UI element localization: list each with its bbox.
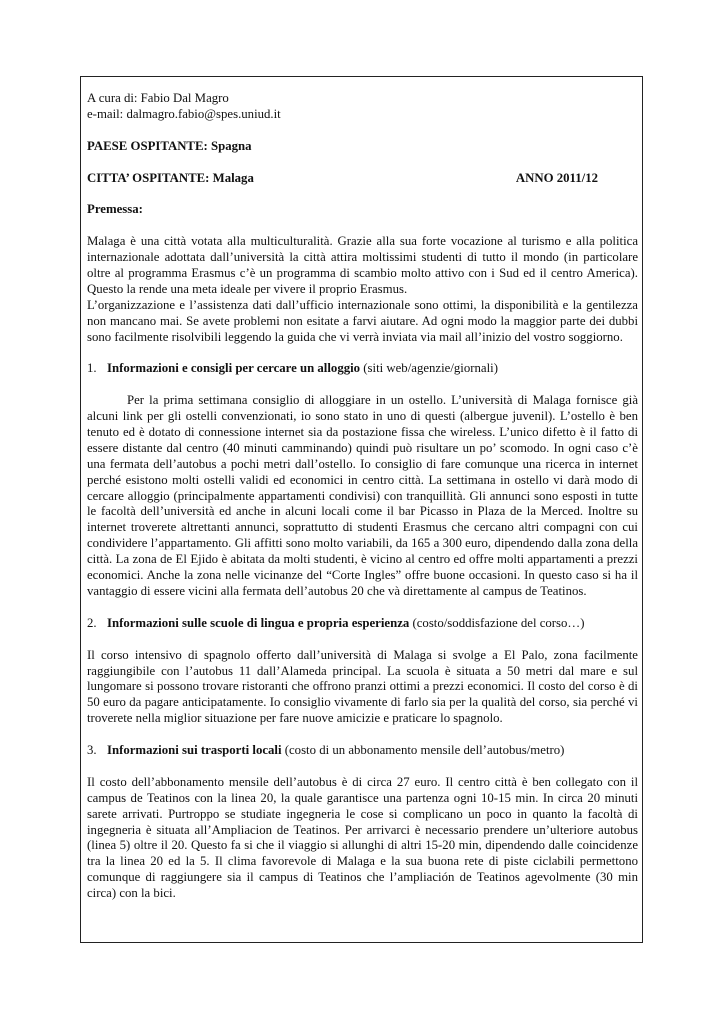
section-subtitle: (costo/soddisfazione del corso…): [409, 615, 585, 630]
section-1-heading: [87, 361, 638, 377]
section-subtitle: (costo di un abbonamento mensile dell’autobus/metro): [281, 743, 565, 758]
host-city: CITTA’ OSPITANTE: Malaga: [87, 170, 254, 185]
section-title: Informazioni e consigli per cercare un alloggio: [107, 361, 361, 376]
document-body: [87, 91, 638, 902]
city-year-row: [87, 171, 638, 187]
section-3-heading: [87, 743, 638, 759]
section-number: 2.: [87, 615, 97, 630]
email-line: e-mail: dalmagro.fabio@spes.uniud.it: [87, 106, 281, 121]
author-line: A cura di: Fabio Dal Magro: [87, 91, 229, 105]
section-2-body: Il corso intensivo di spagnolo offerto dall’università di Malaga si svolge a El Palo, zona facilmente raggiungibile con l’autobus 11 dall’Alameda principal. La scuola è situata a 50 metri dal mare e sul lungomare si possono trovare ristoranti che offrono pranzi ottimi a prezzi economici. Il costo del corso è di 50 euro da pagare anticipatamente. Io consiglio vivamente di farlo sia per la qualità del corso, sia perché vi troverete nella miglior situazione per fare nuove amicizie e praticare lo spagnolo.: [87, 647, 638, 726]
premessa-paragraph-1: Malaga è una città votata alla multiculturalità. Grazie alla sua forte vocazione al turismo e alla politica internazionale adottata dall’università la città attira moltissimi studenti di tutto il mondo (in particolare oltre al programma Erasmus c’è un programma di scambio molto attivo con i Sud ed il centro America). Questo la rende una meta ideale per vivere il proprio Erasmus.: [87, 234, 638, 296]
premessa-paragraph-2: L’organizzazione e l’assistenza dati dall’ufficio internazionale sono ottimi, la disponibilità e la gentilezza non mancano mai. Se avete problemi non esitate a farvi aiutare. Ad ogni modo la maggior parte dei dubbi sono facilmente risolvibili leggendo la guida che vi verrà inviata via mail all’inizio del vostro soggiorno.: [87, 297, 638, 344]
academic-year: ANNO 2011/12: [515, 170, 598, 185]
section-number: 3.: [87, 743, 97, 758]
section-subtitle: (siti web/agenzie/giornali): [360, 361, 498, 376]
section-2-heading: [87, 616, 638, 632]
section-title: Informazioni sulle scuole di lingua e propria esperienza: [107, 615, 410, 630]
host-country: PAESE OSPITANTE: Spagna: [87, 138, 252, 153]
section-title: Informazioni sui trasporti locali: [107, 743, 282, 758]
section-1-body: Per la prima settimana consiglio di alloggiare in un ostello. L’università di Malaga fornisce già alcuni link per gli ostelli convenzionati, io sono stato in uno di questi (albergue juvenil). L’ostello è ben tenuto ed è dotato di connessione internet sia da postazione fissa che wireless. L’unico difetto è il fatto di essere distante dal centro (40 minuti camminando) quindi può risultare un po’ scomodo. In ogni caso c’è una fermata dell’autobus a pochi metri dall’ostello. Io consiglio di fare comunque una ricerca in internet perché esistono molti ostelli validi ed economici in centro città. La settimana in ostello vi darà modo di cercare alloggio (principalmente appartamenti condivisi) con tranquillità. Gli annunci sono esposti in tutte le facoltà dell’università ed anche in alcuni locali come il bar Picasso in Plaza de la Merced. Inoltre su internet troverete altrettanti annunci, soprattutto di studenti Erasmus che cercano altri compagni con cui condividere l’appartamento. Gli affitti sono molto variabili, da 165 a 300 euro, dipendendo dalla zona della città. La zona de El Ejido è abitata da molti studenti, è vicino al centro ed offre molti appartamenti a prezzi economici. Anche la zona nelle vicinanze del “Corte Ingles” offre buone occasioni. In questo caso si ha il vantaggio di essere vicini alla fermata dell’autobus 20 che và direttamente al campus de Teatinos.: [87, 393, 638, 598]
section-3-body: Il costo dell’abbonamento mensile dell’autobus è di circa 27 euro. Il centro città è ben collegato con il campus de Teatinos con la linea 20, la quale garantisce una partenza ogni 10-15 min. In circa 20 minuti sarete arrivati. Purtroppo se studiate ingegneria le cose si complicano un poco in quanto la facoltà di ingegneria è situata all’Ampliacion de Teatinos. Per arrivarci è necessario prendere un’ulteriore autobus (linea 5) oltre il 20. Questo fa si che il viaggio si allunghi di altri 15-20 min, dipendendo dalle coincidenze tra la linea 20 ed la 5. Il clima favorevole di Malaga e la sua buona rete di piste ciclabili permettono comunque di raggiungere sia il campus di Teatinos che l’ampliación de Teatinos agevolmente (30 min circa) con la bici.: [87, 774, 638, 901]
section-number: 1.: [87, 361, 97, 376]
premessa-title: Premessa:: [87, 202, 143, 217]
